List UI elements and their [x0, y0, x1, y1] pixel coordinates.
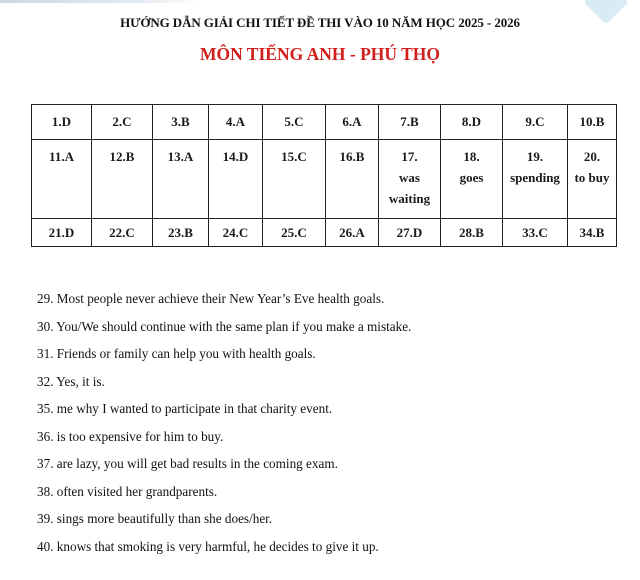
answer-text: 33.C — [522, 225, 548, 240]
written-answer-item: 29. Most people never achieve their New Year’s Eve health goals. — [37, 291, 385, 306]
answer-text: waiting — [388, 191, 431, 206]
answer-cell — [92, 105, 153, 140]
answer-text: 26.A — [339, 225, 365, 240]
answer-text: 8.D — [461, 114, 482, 129]
answer-text: 28.B — [459, 225, 484, 240]
answer-text: 14.D — [222, 149, 249, 164]
written-answer-item: 38. often visited her grandparents. — [37, 483, 218, 499]
answer-key-table — [31, 104, 617, 247]
answer-cell — [209, 140, 263, 219]
answer-text: 3.B — [171, 114, 190, 129]
answer-cell — [263, 219, 326, 247]
answer-text: 4.A — [225, 114, 246, 129]
answer-cell — [503, 105, 568, 140]
answer-cell — [326, 219, 379, 247]
answer-cell — [32, 219, 92, 247]
answer-cell — [32, 105, 92, 140]
answer-cell — [326, 140, 379, 219]
answer-text: 12.B — [109, 149, 135, 164]
answer-text: 20. — [583, 149, 601, 164]
answer-table-body — [32, 105, 617, 247]
answer-text: 15.C — [281, 149, 307, 164]
answer-text: 34.B — [579, 225, 605, 240]
table-row — [32, 219, 617, 247]
document-subtitle: MÔN TIẾNG ANH - PHÚ THỌ — [199, 44, 440, 64]
answer-text: was — [399, 170, 420, 185]
answer-text: 22.C — [109, 225, 135, 240]
answer-cell — [153, 105, 209, 140]
answer-text: goes — [459, 170, 484, 185]
written-answer-item: 39. sings more beautifully than she does/her. — [37, 511, 273, 526]
written-answer-item: 37. are lazy, you will get bad results in the coming exam. — [37, 456, 338, 471]
answer-cell — [503, 140, 568, 219]
answer-text: 10.B — [579, 114, 605, 129]
answer-text: 18. — [463, 149, 480, 164]
answer-text: 23.B — [168, 225, 193, 240]
answer-cell — [379, 219, 441, 247]
answer-text: 25.C — [281, 225, 307, 240]
answer-text: 6.A — [342, 114, 362, 129]
answer-cell — [568, 219, 617, 247]
answer-cell — [503, 219, 568, 247]
answer-text: to buy — [574, 170, 610, 185]
answer-text: 27.D — [396, 225, 423, 240]
top-left-decoration — [0, 0, 200, 3]
answer-cell — [441, 140, 503, 219]
written-answer-item: 35. me why I wanted to participate in that charity event. — [37, 401, 333, 416]
answer-cell — [326, 105, 379, 140]
table-row — [32, 140, 617, 219]
answer-text: 2.C — [112, 114, 132, 129]
answer-text: 19. — [526, 149, 544, 164]
answer-cell — [263, 105, 326, 140]
answer-cell — [209, 219, 263, 247]
answer-text: 11.A — [49, 149, 74, 164]
answer-text: 17. — [401, 149, 418, 164]
table-row — [32, 105, 617, 140]
answer-text: 9.C — [525, 114, 545, 129]
answer-cell — [92, 140, 153, 219]
document-title: HƯỚNG DẪN GIẢI CHI TIẾT ĐỀ THI VÀO 10 NĂM HỌC 2025 - 2026 — [120, 15, 520, 30]
answer-cell — [263, 140, 326, 219]
answer-cell — [568, 140, 617, 219]
answer-text: 13.A — [167, 149, 194, 164]
written-answer-item: 36. is too expensive for him to buy. — [37, 428, 224, 444]
answer-text: 5.C — [284, 114, 304, 129]
answer-cell — [32, 140, 92, 219]
written-answer-item: 32. Yes, it is. — [37, 373, 105, 389]
answer-cell — [441, 219, 503, 247]
written-answer-item: 40. knows that smoking is very harmful, he decides to give it up. — [37, 538, 379, 554]
answer-cell — [379, 140, 441, 219]
answer-text: 7.B — [400, 114, 419, 129]
answer-text: spending — [510, 170, 560, 185]
answer-cell — [153, 140, 209, 219]
written-answers-list — [37, 285, 411, 560]
answer-cell — [153, 219, 209, 247]
answer-cell — [441, 105, 503, 140]
answer-text: 16.B — [339, 149, 365, 164]
answer-cell — [379, 105, 441, 140]
answer-text: 24.C — [222, 225, 249, 240]
answer-text: 21.D — [48, 225, 75, 240]
answer-cell — [92, 219, 153, 247]
written-answer-item: 30. You/We should continue with the same plan if you make a mistake. — [37, 318, 412, 334]
answer-cell — [209, 105, 263, 140]
written-answer-item: 31. Friends or family can help you with health goals. — [37, 346, 316, 361]
answer-cell — [568, 105, 617, 140]
answer-text: 1.D — [51, 114, 72, 129]
